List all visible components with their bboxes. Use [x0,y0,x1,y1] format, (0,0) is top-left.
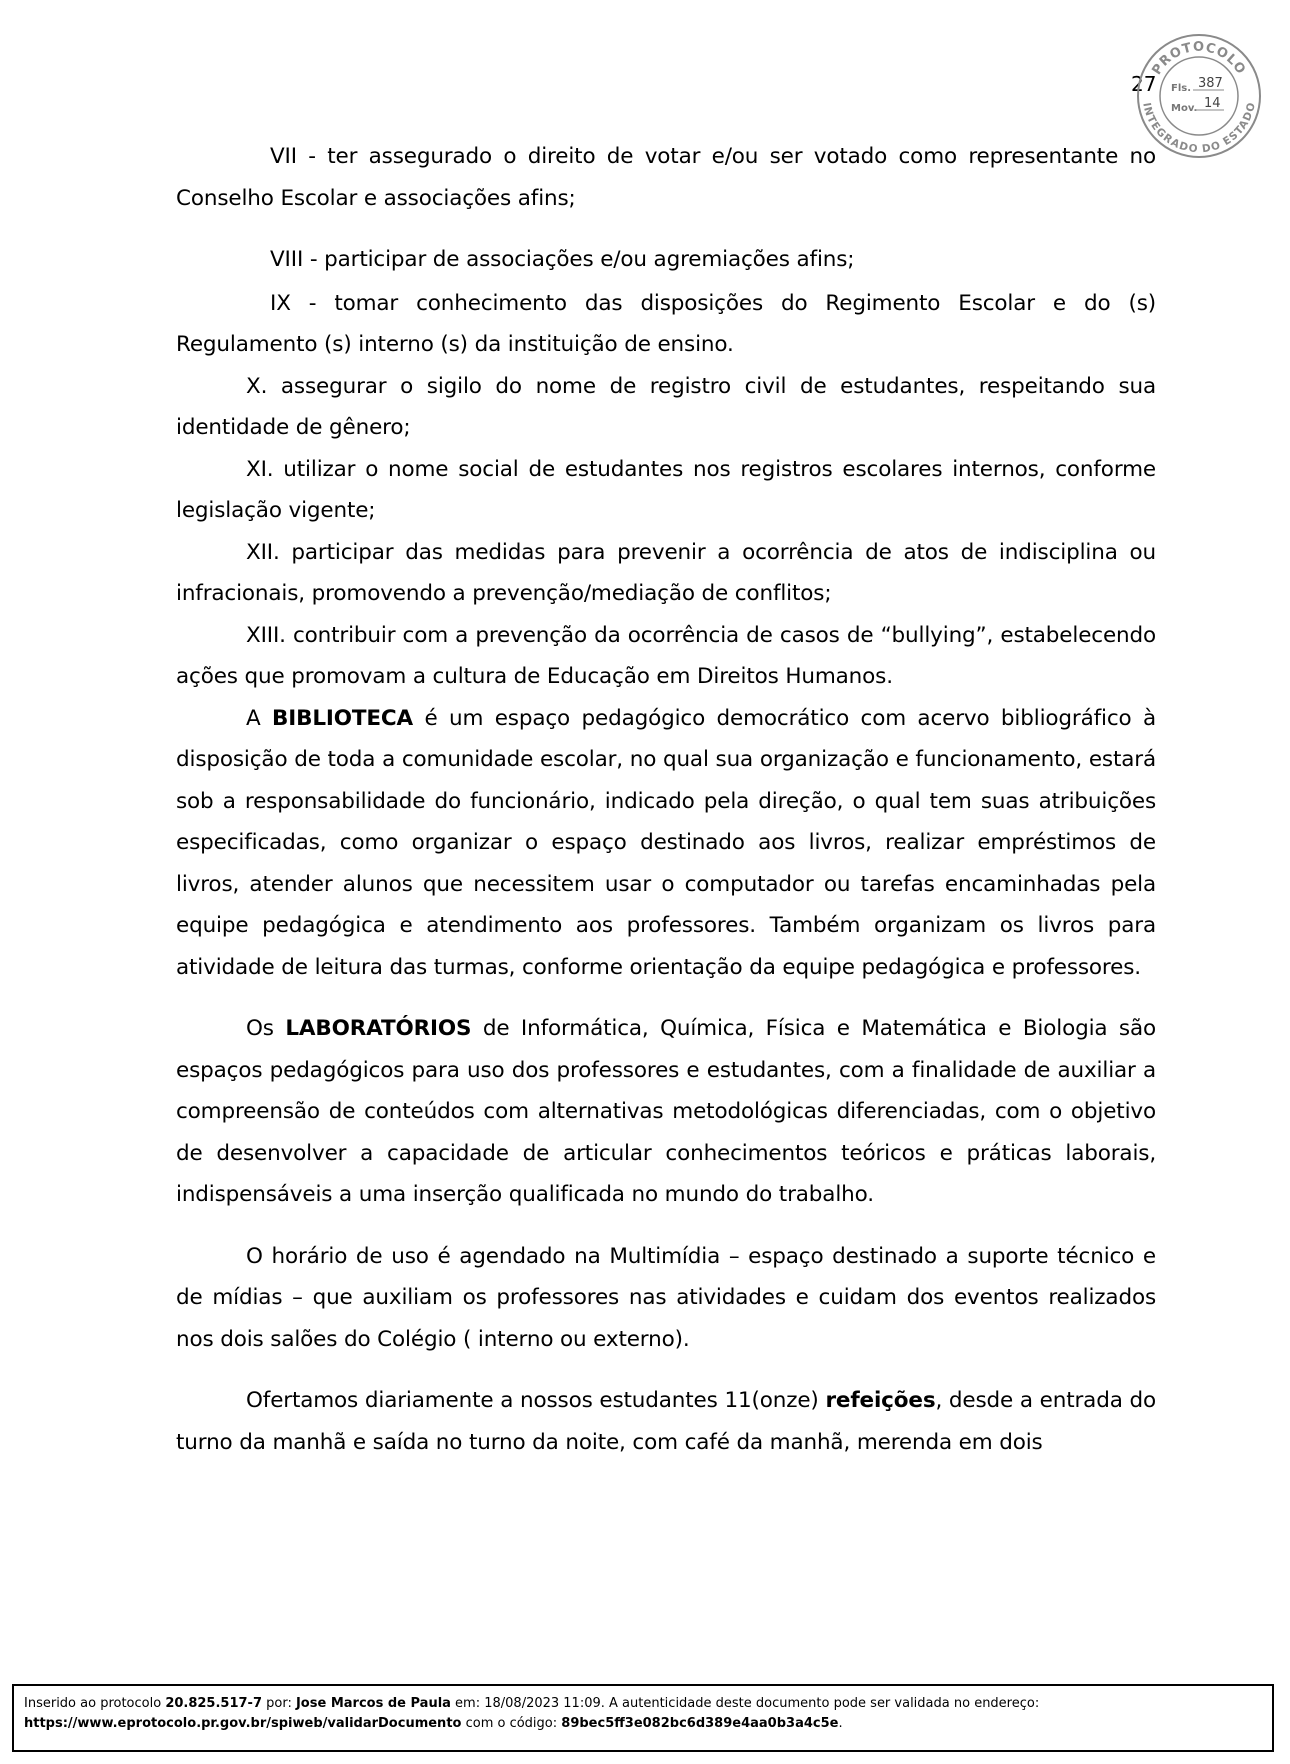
refeicoes-heading: refeições [825,1388,936,1413]
paragraph-xii: XII. participar das medidas para prevenir a ocorrência de atos de indisciplina ou infracionais, promovendo a prevenção/mediação de conflitos; [176,539,1156,606]
paragraph-multimidia: O horário de uso é agendado na Multimídia – espaço destinado a suporte técnico e de mídias – que auxiliam os professores nas atividades e cuidam dos eventos realizados nos dois salões do Colégio ( interno ou externo). [176,1243,1156,1352]
stamp-fls-label: Fls. [1171,83,1192,94]
paragraph-biblioteca: A BIBLIOTECA é um espaço pedagógico democrático com acervo bibliográfico à disposição de toda a comunidade escolar, no qual sua organização e funcionamento, estará sob a responsabilidade do funcionário, indicado pela direção, o qual tem suas atribuições especificadas, como organizar o espaço destinado aos livros, realizar empréstimos de livros, atender alunos que necessitem usar o computador ou tarefas encaminhadas pela equipe pedagógica e atendimento aos professores. Também organizam os livros para atividade de leitura das turmas, conforme orientação da equipe pedagógica e professores. [176,705,1156,980]
paragraph-laboratorios: Os LABORATÓRIOS de Informática, Química, Física e Matemática e Biologia são espaços pedagógicos para uso dos professores e estudantes, com a finalidade de auxiliar a compreensão de conteúdos com alternativas metodológicas diferenciadas, com o objetivo de desenvolver a capacidade de articular conhecimentos teóricos e práticas laborais, indispensáveis a uma inserção qualificada no mundo do trabalho. [176,1016,1156,1207]
page-number: 27 [1131,72,1157,96]
validation-code: 89bec5ff3e082bc6d389e4aa0b3a4c5e [561,1716,839,1731]
paragraph-viii: VIII - participar de associações e/ou agremiações afins; [270,247,855,272]
paragraph-x: X. assegurar o sigilo do nome de registro civil de estudantes, respeitando sua identidade de gênero; [176,373,1156,440]
protocol-number: 20.825.517-7 [165,1696,262,1711]
stamp-mov-label: Mov. [1171,103,1198,114]
validation-link[interactable]: https://www.eprotocolo.pr.gov.br/spiweb/validarDocumento [24,1716,462,1731]
stamp-bottom-text: INTEGRADO DO ESTADO [1140,101,1258,156]
laboratorios-heading: LABORATÓRIOS [285,1016,472,1041]
stamp-mov-value: 14 [1204,96,1221,111]
paragraph-xi: XI. utilizar o nome social de estudantes nos registros escolares internos, conforme legislação vigente; [176,456,1156,523]
stamp-fls-value: 387 [1198,76,1223,91]
paragraph-refeicoes: Ofertamos diariamente a nossos estudantes 11(onze) refeições, desde a entrada do turno da manhã e saída no turno da noite, com café da manhã, merenda em dois [176,1388,1156,1455]
stamp-top-text: PROTOCOLO [1149,39,1249,78]
paragraph-xiii: XIII. contribuir com a prevenção da ocorrência de casos de “bullying”, estabelecendo ações que promovam a cultura de Educação em Direitos Humanos. [176,622,1156,689]
authenticity-footer: Inserido ao protocolo 20.825.517-7 por: Jose Marcos de Paula em: 18/08/2023 11:09. A autenticidade deste documento pode ser validada no endereço: https://www.eprotocolo.pr.gov.br/spiweb/validarDocumento com o código: 89bec5ff3e082bc6d389e4aa0b3a4c5e. [12,1684,1274,1752]
paragraph-vii: VII - ter assegurado o direito de votar e/ou ser votado como representante no Conselho Escolar e associações afins; [176,144,1156,211]
paragraph-ix: IX - tomar conhecimento das disposições do Regimento Escolar e do (s) Regulamento (s) interno (s) da instituição de ensino. [176,290,1156,357]
document-body [176,136,1156,1463]
author-name: Jose Marcos de Paula [295,1696,451,1711]
biblioteca-heading: BIBLIOTECA [272,705,414,731]
